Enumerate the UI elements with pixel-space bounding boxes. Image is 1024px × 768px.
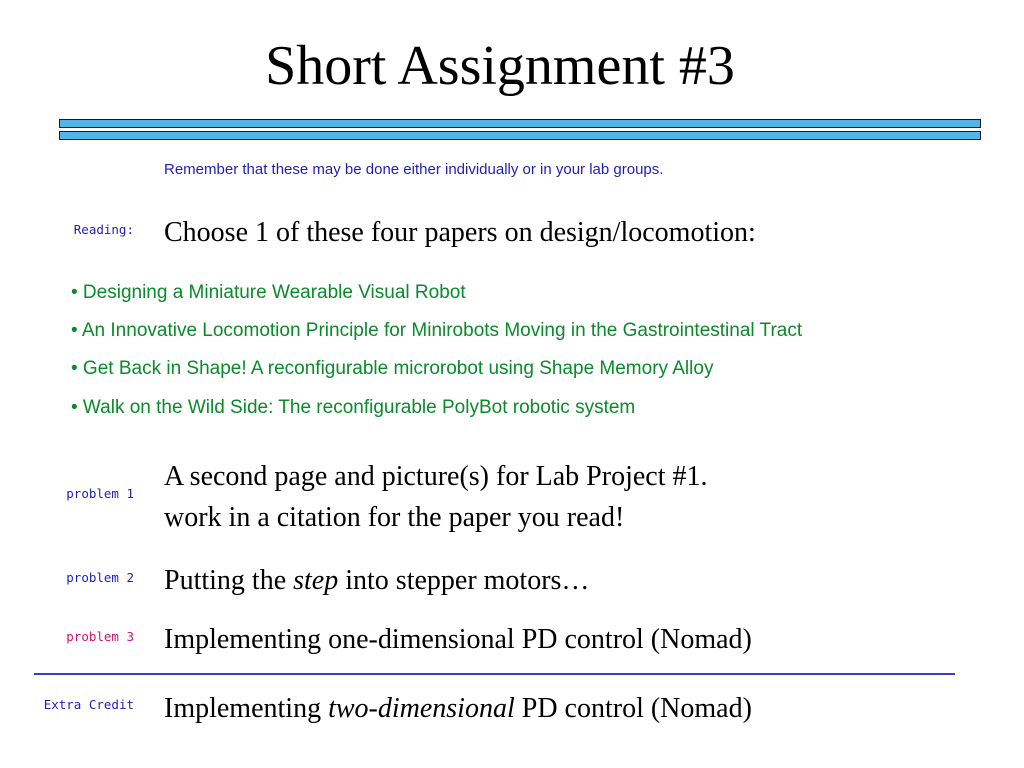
problem1-line2: work in a citation for the paper you read!: [164, 502, 625, 533]
paper-item: • An Innovative Locomotion Principle for Minirobots Moving in the Gastrointestinal Tract: [71, 320, 803, 341]
extra-credit-text-before: Implementing: [164, 693, 329, 724]
reading-label: Reading:: [73, 222, 134, 237]
problem3-text: Implementing one-dimensional PD control (Nomad): [164, 624, 752, 655]
problem1-line1: A second page and picture(s) for Lab Project #1.: [164, 461, 708, 492]
problem3-label: problem 3: [66, 629, 134, 644]
problem2-text-before: Putting the: [164, 565, 294, 596]
title-rule-top: [59, 119, 981, 128]
problem2-text-italic: step: [293, 565, 339, 596]
extra-credit-text: [164, 689, 752, 730]
problem1-label: problem 1: [66, 486, 134, 501]
slide-title: Short Assignment #3: [265, 35, 735, 97]
problem2-label: problem 2: [66, 570, 134, 585]
problem2-text: [164, 561, 589, 602]
problem2-text-after: into stepper motors…: [338, 565, 590, 596]
extra-credit-text-italic: two-dimensional: [328, 693, 515, 724]
section-divider: [34, 673, 955, 675]
extra-credit-label: Extra Credit: [43, 697, 134, 712]
reading-instruction: Choose 1 of these four papers on design/locomotion:: [164, 217, 756, 248]
title-rule-bottom: [59, 131, 981, 140]
paper-item: • Walk on the Wild Side: The reconfigurable PolyBot robotic system: [71, 397, 636, 418]
paper-item: • Get Back in Shape! A reconfigurable microrobot using Shape Memory Alloy: [71, 358, 714, 379]
group-note: Remember that these may be done either individually or in your lab groups.: [164, 161, 664, 178]
extra-credit-text-after: PD control (Nomad): [514, 693, 752, 724]
paper-item: • Designing a Miniature Wearable Visual Robot: [71, 282, 466, 303]
